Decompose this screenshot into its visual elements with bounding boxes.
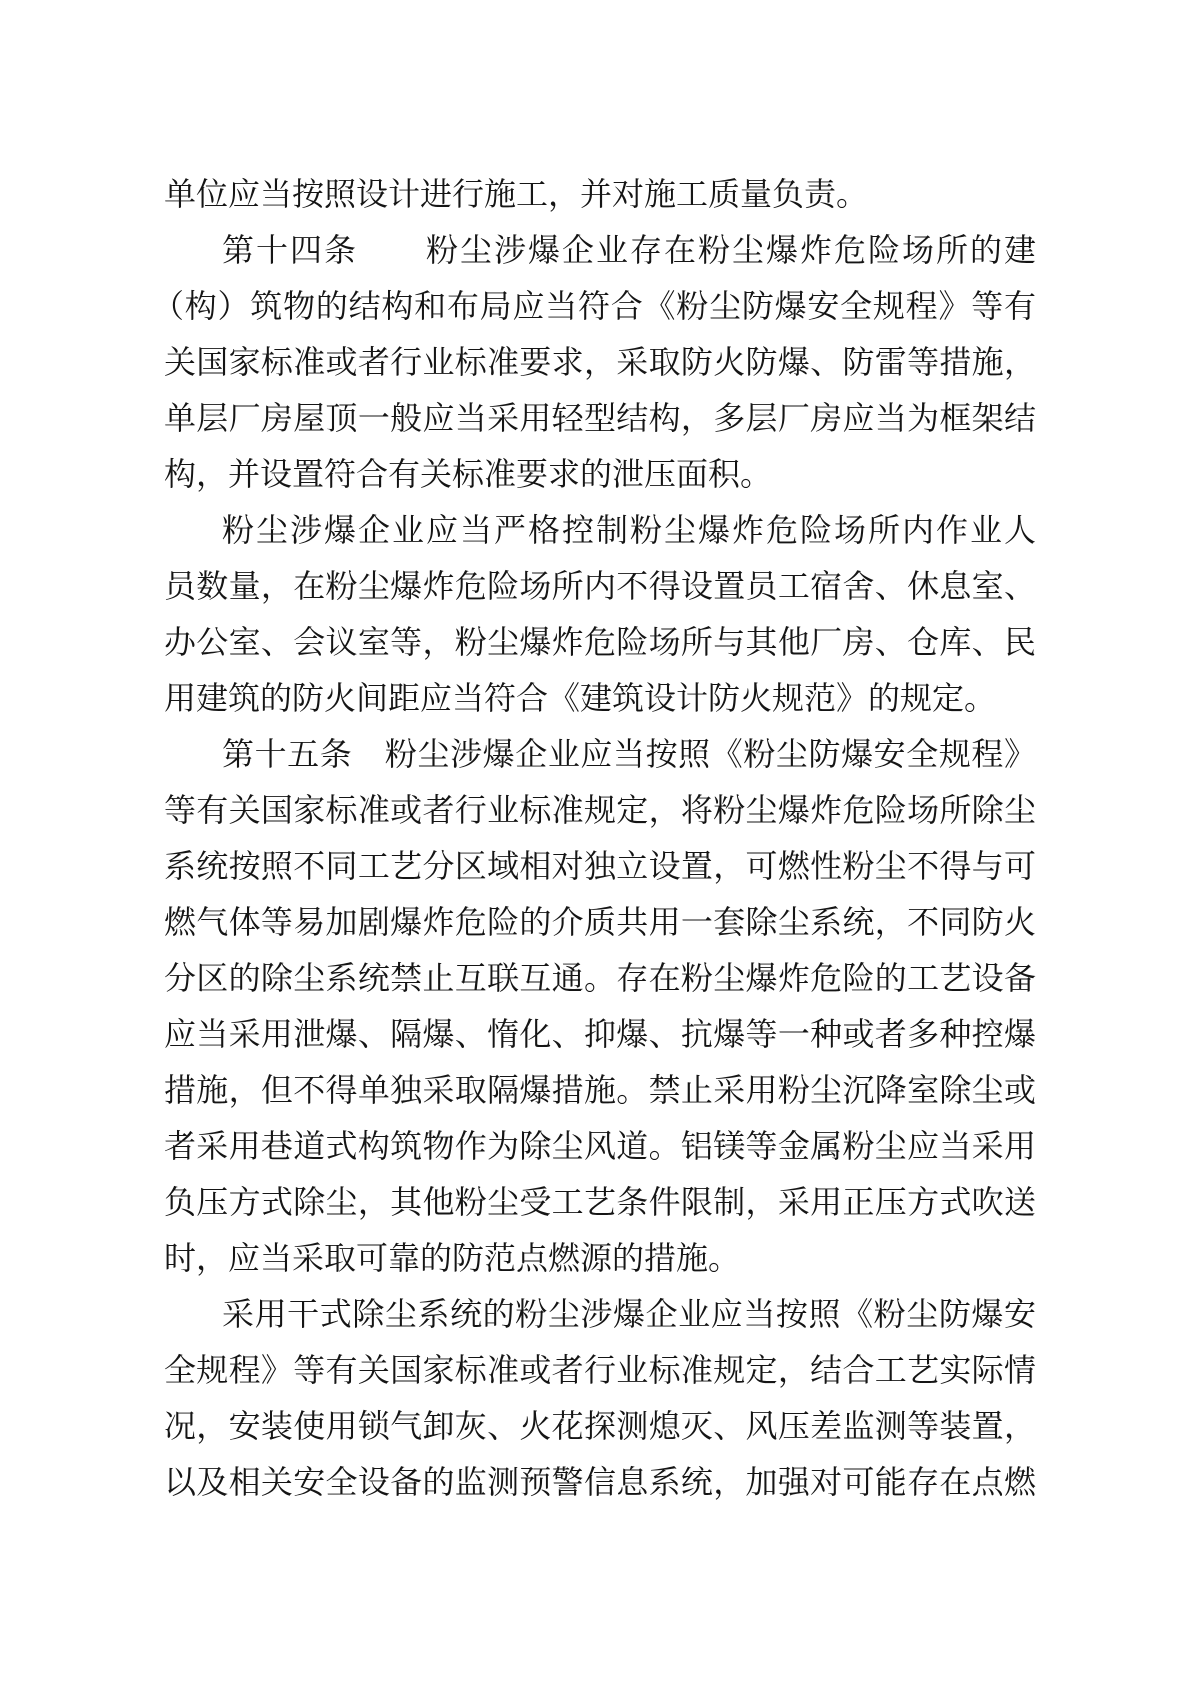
text-line: 单位应当按照设计进行施工，并对施工质量负责。: [164, 176, 869, 212]
text-line: （构）筑物的结构和布局应当符合《粉尘防爆安全规程》等有: [152, 288, 1036, 324]
text-line: 负压方式除尘，其他粉尘受工艺条件限制，采用正压方式吹送: [164, 1184, 1036, 1220]
text-line: 第十五条 粉尘涉爆企业应当按照《粉尘防爆安全规程》: [222, 736, 1036, 772]
text-line: 应当采用泄爆、隔爆、惰化、抑爆、抗爆等一种或者多种控爆: [164, 1016, 1036, 1052]
text-line: 燃气体等易加剧爆炸危险的介质共用一套除尘系统，不同防火: [164, 904, 1036, 940]
text-line: 员数量，在粉尘爆炸危险场所内不得设置员工宿舍、休息室、: [164, 568, 1036, 604]
text-line: 用建筑的防火间距应当符合《建筑设计防火规范》的规定。: [164, 680, 997, 716]
text-line: 构，并设置符合有关标准要求的泄压面积。: [164, 456, 773, 492]
text-line: 措施，但不得单独采取隔爆措施。禁止采用粉尘沉降室除尘或: [164, 1072, 1036, 1108]
text-line: 以及相关安全设备的监测预警信息系统，加强对可能存在点燃: [164, 1464, 1036, 1500]
text-line: 办公室、会议室等，粉尘爆炸危险场所与其他厂房、仓库、民: [164, 624, 1036, 660]
text-line: 采用干式除尘系统的粉尘涉爆企业应当按照《粉尘防爆安: [222, 1296, 1036, 1332]
text-line: 等有关国家标准或者行业标准规定，将粉尘爆炸危险场所除尘: [164, 792, 1036, 828]
text-line: 系统按照不同工艺分区域相对独立设置，可燃性粉尘不得与可: [164, 848, 1036, 884]
text-line: 全规程》等有关国家标准或者行业标准规定，结合工艺实际情: [164, 1352, 1036, 1388]
text-line: 单层厂房屋顶一般应当采用轻型结构，多层厂房应当为框架结: [164, 400, 1036, 436]
text-line: 时，应当采取可靠的防范点燃源的措施。: [164, 1240, 741, 1276]
text-line: 关国家标准或者行业标准要求，采取防火防爆、防雷等措施，: [164, 344, 1036, 380]
text-line: 第十四条 粉尘涉爆企业存在粉尘爆炸危险场所的建: [222, 232, 1036, 268]
text-line: 粉尘涉爆企业应当严格控制粉尘爆炸危险场所内作业人: [222, 512, 1036, 548]
text-line: 者采用巷道式构筑物作为除尘风道。铝镁等金属粉尘应当采用: [164, 1128, 1036, 1164]
text-line: 分区的除尘系统禁止互联互通。存在粉尘爆炸危险的工艺设备: [164, 960, 1036, 996]
text-line: 况，安装使用锁气卸灰、火花探测熄灭、风压差监测等装置，: [164, 1408, 1036, 1444]
